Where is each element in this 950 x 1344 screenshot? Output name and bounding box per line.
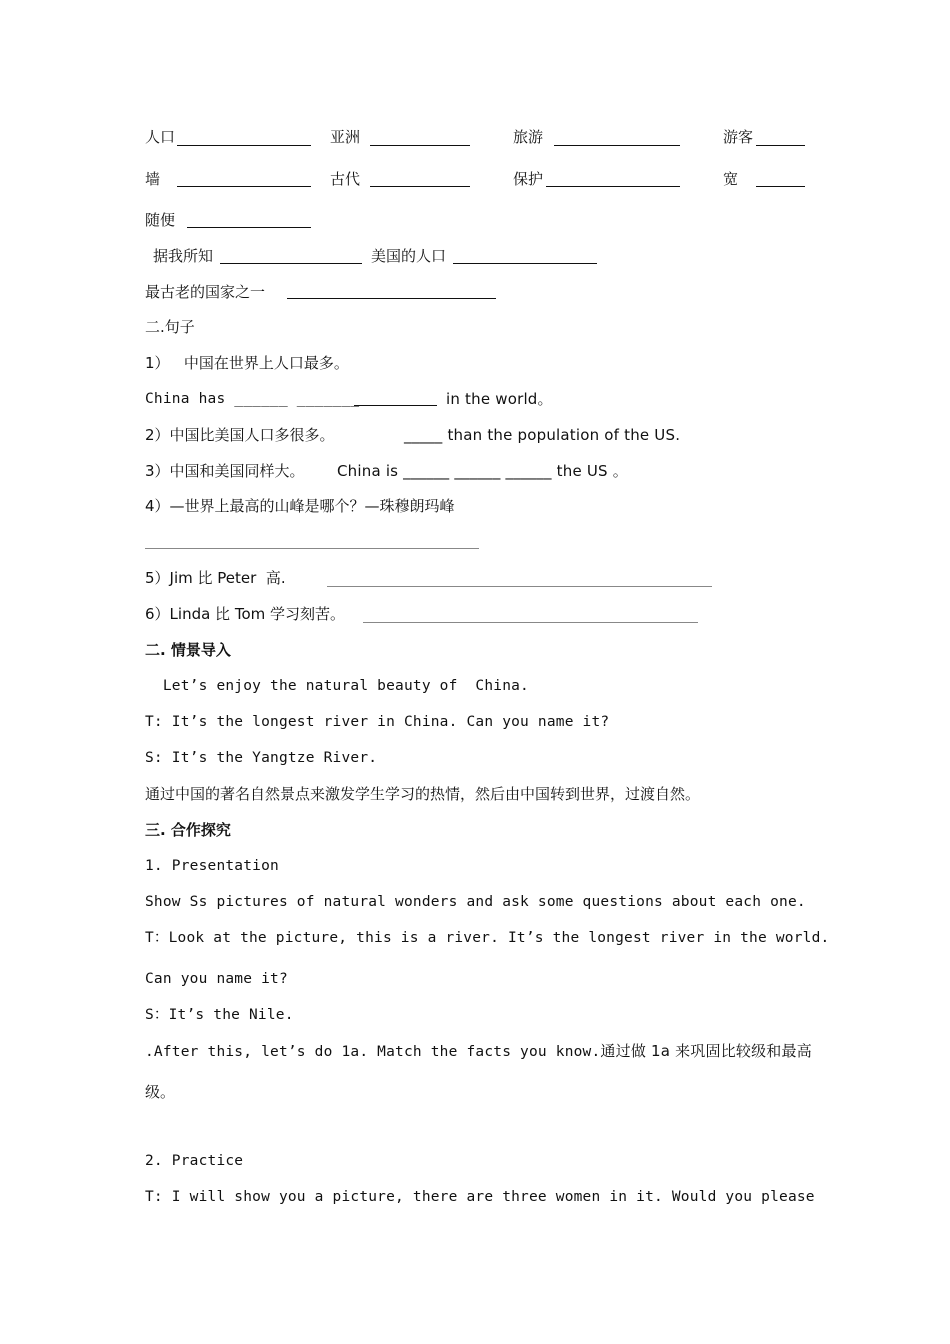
- answer-line-s6[interactable]: [363, 622, 698, 623]
- section-2-line-2: T: It’s the longest river in China. Can you name it?: [145, 714, 610, 730]
- blank-wide[interactable]: [756, 186, 805, 187]
- section-3-line-6-cn: 通过做 1a 来巩固比较级和最高: [600, 1042, 812, 1060]
- vocab-tourist: 游客: [723, 128, 754, 146]
- vocab-casual: 随便: [145, 211, 176, 229]
- section-3-line-2: Show Ss pictures of natural wonders and ask some questions about each one.: [145, 894, 806, 910]
- sentence-1-en: [145, 389, 359, 409]
- blank-oldest-countries[interactable]: [287, 298, 496, 299]
- blank-wall[interactable]: [177, 186, 311, 187]
- blank-tourist[interactable]: [756, 145, 805, 146]
- blank-travel[interactable]: [554, 145, 680, 146]
- blank-protect[interactable]: [546, 186, 680, 187]
- section-3-line-7: 级。: [145, 1083, 176, 1101]
- phrase-as-far-as-i-know: 据我所知: [153, 247, 214, 265]
- sentence-1-en-end: in the world。: [446, 390, 553, 408]
- section-3-line-8: 2. Practice: [145, 1153, 244, 1169]
- vocab-protect: 保护: [513, 170, 544, 188]
- sentence-1-cn: 1） 中国在世界上人口最多。: [145, 354, 349, 372]
- section-3-line-6-en: .After this, let’s do 1a. Match the facts you know.: [145, 1044, 601, 1060]
- blank-asia[interactable]: [370, 145, 470, 146]
- vocab-wide: 宽: [723, 170, 739, 188]
- section-3-line-6: [145, 1041, 812, 1062]
- phrase-us-population: 美国的人口: [371, 247, 447, 265]
- blank-ancient[interactable]: [370, 186, 470, 187]
- answer-line-s4[interactable]: [145, 548, 479, 549]
- sentence-5-cn: 5）Jim 比 Peter 高.: [145, 569, 286, 587]
- blank-as-far-as-i-know[interactable]: [220, 263, 362, 264]
- sentence-2-cn: 2）中国比美国人口多很多。: [145, 426, 335, 444]
- sentence-4-cn: 4）—世界上最高的山峰是哪个？—珠穆朗玛峰: [145, 497, 455, 515]
- sentence-3-cn: 3）中国和美国同样大。: [145, 462, 305, 480]
- blank-us-population[interactable]: [453, 263, 597, 264]
- phrase-oldest-countries: 最古老的国家之一: [145, 283, 266, 301]
- sentence-6-cn: 6）Linda 比 Tom 学习刻苦。: [145, 605, 345, 623]
- section-3-line-1: 1. Presentation: [145, 858, 279, 874]
- vocab-travel: 旅游: [513, 128, 544, 146]
- section-2-line-4: 通过中国的著名自然景点来激发学生学习的热情，然后由中国转到世界，过渡自然。: [145, 785, 701, 803]
- answer-line-s5[interactable]: [327, 586, 712, 587]
- section-2-heading: 二. 情景导入: [145, 641, 231, 659]
- vocab-population: 人口: [145, 128, 176, 146]
- section-2-line-3: S: It’s the Yangtze River.: [145, 750, 378, 766]
- blank-population[interactable]: [177, 145, 311, 146]
- sentence-1-en-start: China has ______ _______: [145, 391, 360, 407]
- sentence-2-en: _____ than the population of the US.: [404, 426, 681, 444]
- blank-s1[interactable]: [354, 405, 437, 406]
- section-3-line-9: T: I will show you a picture, there are three women in it. Would you please: [145, 1189, 815, 1205]
- section-3-line-3: T：Look at the picture, this is a river. It’s the longest river in the world.: [145, 930, 830, 946]
- vocab-ancient: 古代: [330, 170, 361, 188]
- vocab-asia: 亚洲: [330, 128, 361, 146]
- blank-casual[interactable]: [187, 227, 311, 228]
- section-3-line-4: Can you name it?: [145, 971, 288, 987]
- section-2-line-1: Let’s enjoy the natural beauty of China.: [145, 678, 529, 694]
- sentences-heading: 二.句子: [145, 318, 195, 336]
- section-3-line-5: S：It’s the Nile.: [145, 1007, 294, 1023]
- section-3-heading: 三. 合作探究: [145, 821, 231, 839]
- sentence-3-en: China is ______ ______ ______ the US 。: [337, 462, 628, 480]
- vocab-wall: 墙: [145, 170, 161, 188]
